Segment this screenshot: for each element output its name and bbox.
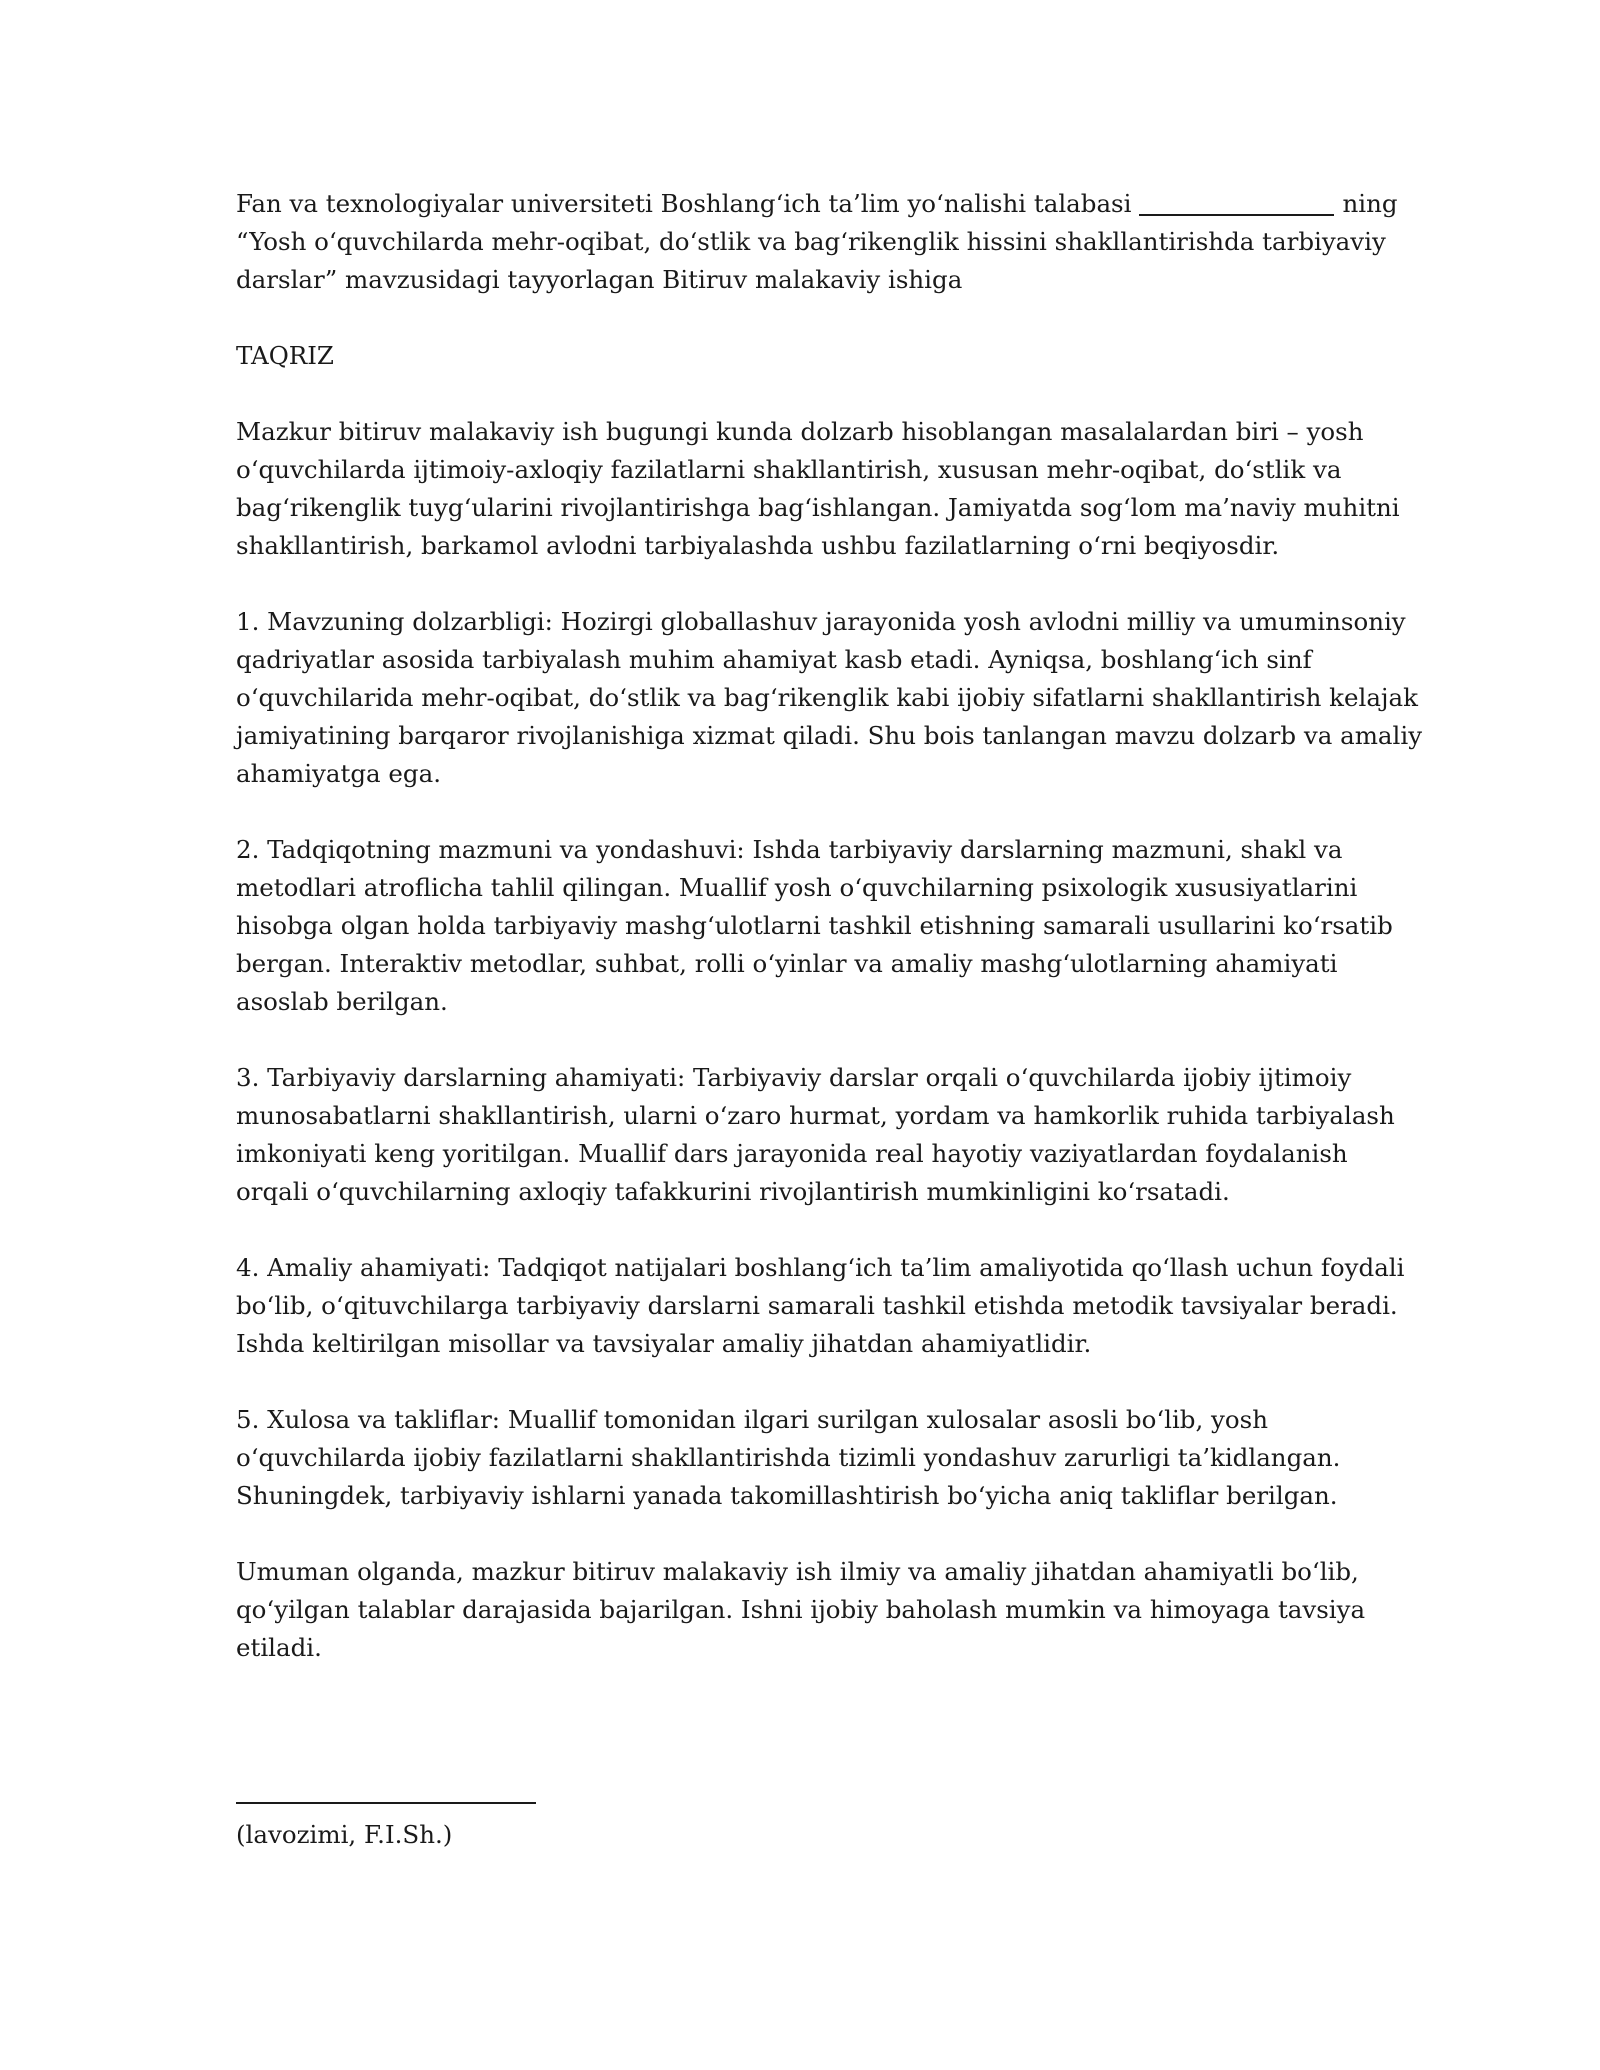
paragraph-line: Shuningdek, tarbiyaviy ishlarni yanada takomillashtirish bo‘yicha aniq takliflar berilgan.	[236, 1481, 1338, 1510]
paragraph-line: o‘quvchilarda ijtimoiy-axloqiy fazilatlarni shakllantirish, xususan mehr-oqibat, do‘stlik va	[236, 455, 1342, 484]
paragraph-line: o‘quvchilarida mehr-oqibat, do‘stlik va bag‘rikenglik kabi ijobiy sifatlarni shakllantirish kelajak	[236, 683, 1418, 712]
paragraph-line: asoslab berilgan.	[236, 987, 448, 1016]
paragraph-line: qo‘yilgan talablar darajasida bajarilgan. Ishni ijobiy baholash mumkin va himoyaga tavsiya	[236, 1595, 1366, 1624]
paragraph-line: o‘quvchilarda ijobiy fazilatlarni shakllantirishda tizimli yondashuv zarurligi ta’kidlangan.	[236, 1443, 1341, 1472]
paragraph-line: hisobga olgan holda tarbiyaviy mashg‘ulotlarni tashkil etishning samarali usullarini ko‘rsatib	[236, 911, 1393, 940]
paragraph-line: etiladi.	[236, 1633, 322, 1662]
paragraph-line: Mazkur bitiruv malakaviy ish bugungi kunda dolzarb hisoblangan masalalardan biri – yosh	[236, 417, 1364, 446]
paragraph-line: shakllantirish, barkamol avlodni tarbiyalashda ushbu fazilatlarning o‘rni beqiyosdir.	[236, 531, 1280, 560]
header-block	[236, 185, 1398, 299]
conclusion-paragraph	[236, 1553, 1386, 1667]
paragraph-line: bo‘lib, o‘qituvchilarga tarbiyaviy darslarni samarali tashkil etishda metodik tavsiyalar beradi.	[236, 1291, 1398, 1320]
header-line: darslar” mavzusidagi tayyorlagan Bitiruv malakaviy ishiga	[236, 265, 963, 294]
document-title: TAQRIZ	[236, 341, 334, 370]
paragraph-line: imkoniyati keng yoritilgan. Muallif dars jarayonida real hayotiy vaziyatlardan foydalanish	[236, 1139, 1348, 1168]
paragraph-line: metodlari atroflicha tahlil qilingan. Muallif yosh o‘quvchilarning psixologik xususiyatlarini	[236, 873, 1358, 902]
paragraph-line: 3. Tarbiyaviy darslarning ahamiyati: Tarbiyaviy darslar orqali o‘quvchilarda ijobiy ijtimoiy	[236, 1063, 1352, 1092]
signature-block	[236, 1802, 636, 1854]
intro-paragraph	[236, 413, 1400, 565]
paragraph-line: 2. Tadqiqotning mazmuni va yondashuvi: Ishda tarbiyaviy darslarning mazmuni, shakl va	[236, 835, 1343, 864]
paragraph-line: munosabatlarni shakllantirish, ularni o‘zaro hurmat, yordam va hamkorlik ruhida tarbiyalash	[236, 1101, 1395, 1130]
section-conclusions	[236, 1401, 1386, 1515]
paragraph-line: 4. Amaliy ahamiyati: Tadqiqot natijalari boshlang‘ich ta’lim amaliyotida qo‘llash uchun foydali	[236, 1253, 1405, 1282]
section-practical-value	[236, 1249, 1405, 1363]
header-line	[236, 185, 1398, 223]
paragraph-line: Umuman olganda, mazkur bitiruv malakaviy ish ilmiy va amaliy jihatdan ahamiyatli bo‘lib,	[236, 1557, 1359, 1586]
header-text: Fan va texnologiyalar universiteti Boshlang‘ich ta’lim yo‘nalishi talabasi	[236, 189, 1132, 218]
paragraph-line: bag‘rikenglik tuyg‘ularini rivojlantirishga bag‘ishlangan. Jamiyatda sog‘lom ma’naviy muhitni	[236, 493, 1400, 522]
paragraph-line: orqali o‘quvchilarning axloqiy tafakkurini rivojlantirish mumkinligini ko‘rsatadi.	[236, 1177, 1230, 1206]
paragraph-line: Ishda keltirilgan misollar va tavsiyalar amaliy jihatdan ahamiyatlidir.	[236, 1329, 1092, 1358]
paragraph-line: 5. Xulosa va takliflar: Muallif tomonidan ilgari surilgan xulosalar asosli bo‘lib, yosh	[236, 1405, 1268, 1434]
review-text	[236, 185, 1423, 1667]
section-importance	[236, 1059, 1395, 1211]
signature-line	[236, 1802, 536, 1804]
paragraph-line: qadriyatlar asosida tarbiyalash muhim ahamiyat kasb etadi. Ayniqsa, boshlang‘ich sinf	[236, 645, 1312, 674]
paragraph-line: ahamiyatga ega.	[236, 759, 442, 788]
header-line: “Yosh o‘quvchilarda mehr-oqibat, do‘stlik va bag‘rikenglik hissini shakllantirishda tarbiyaviy	[236, 227, 1386, 256]
signature-caption: (lavozimi, F.I.Sh.)	[236, 1820, 453, 1849]
paragraph-line: jamiyatining barqaror rivojlanishiga xizmat qiladi. Shu bois tanlangan mavzu dolzarb va amaliy	[236, 721, 1423, 750]
student-name-blank	[1139, 188, 1334, 216]
section-content-approach	[236, 831, 1393, 1021]
paragraph-line: 1. Mavzuning dolzarbligi: Hozirgi globallashuv jarayonida yosh avlodni milliy va umuminsoniy	[236, 607, 1406, 636]
header-text: ning	[1342, 189, 1398, 218]
paragraph-line: bergan. Interaktiv metodlar, suhbat, rolli o‘yinlar va amaliy mashg‘ulotlarning ahamiyati	[236, 949, 1338, 978]
section-relevance	[236, 603, 1423, 793]
